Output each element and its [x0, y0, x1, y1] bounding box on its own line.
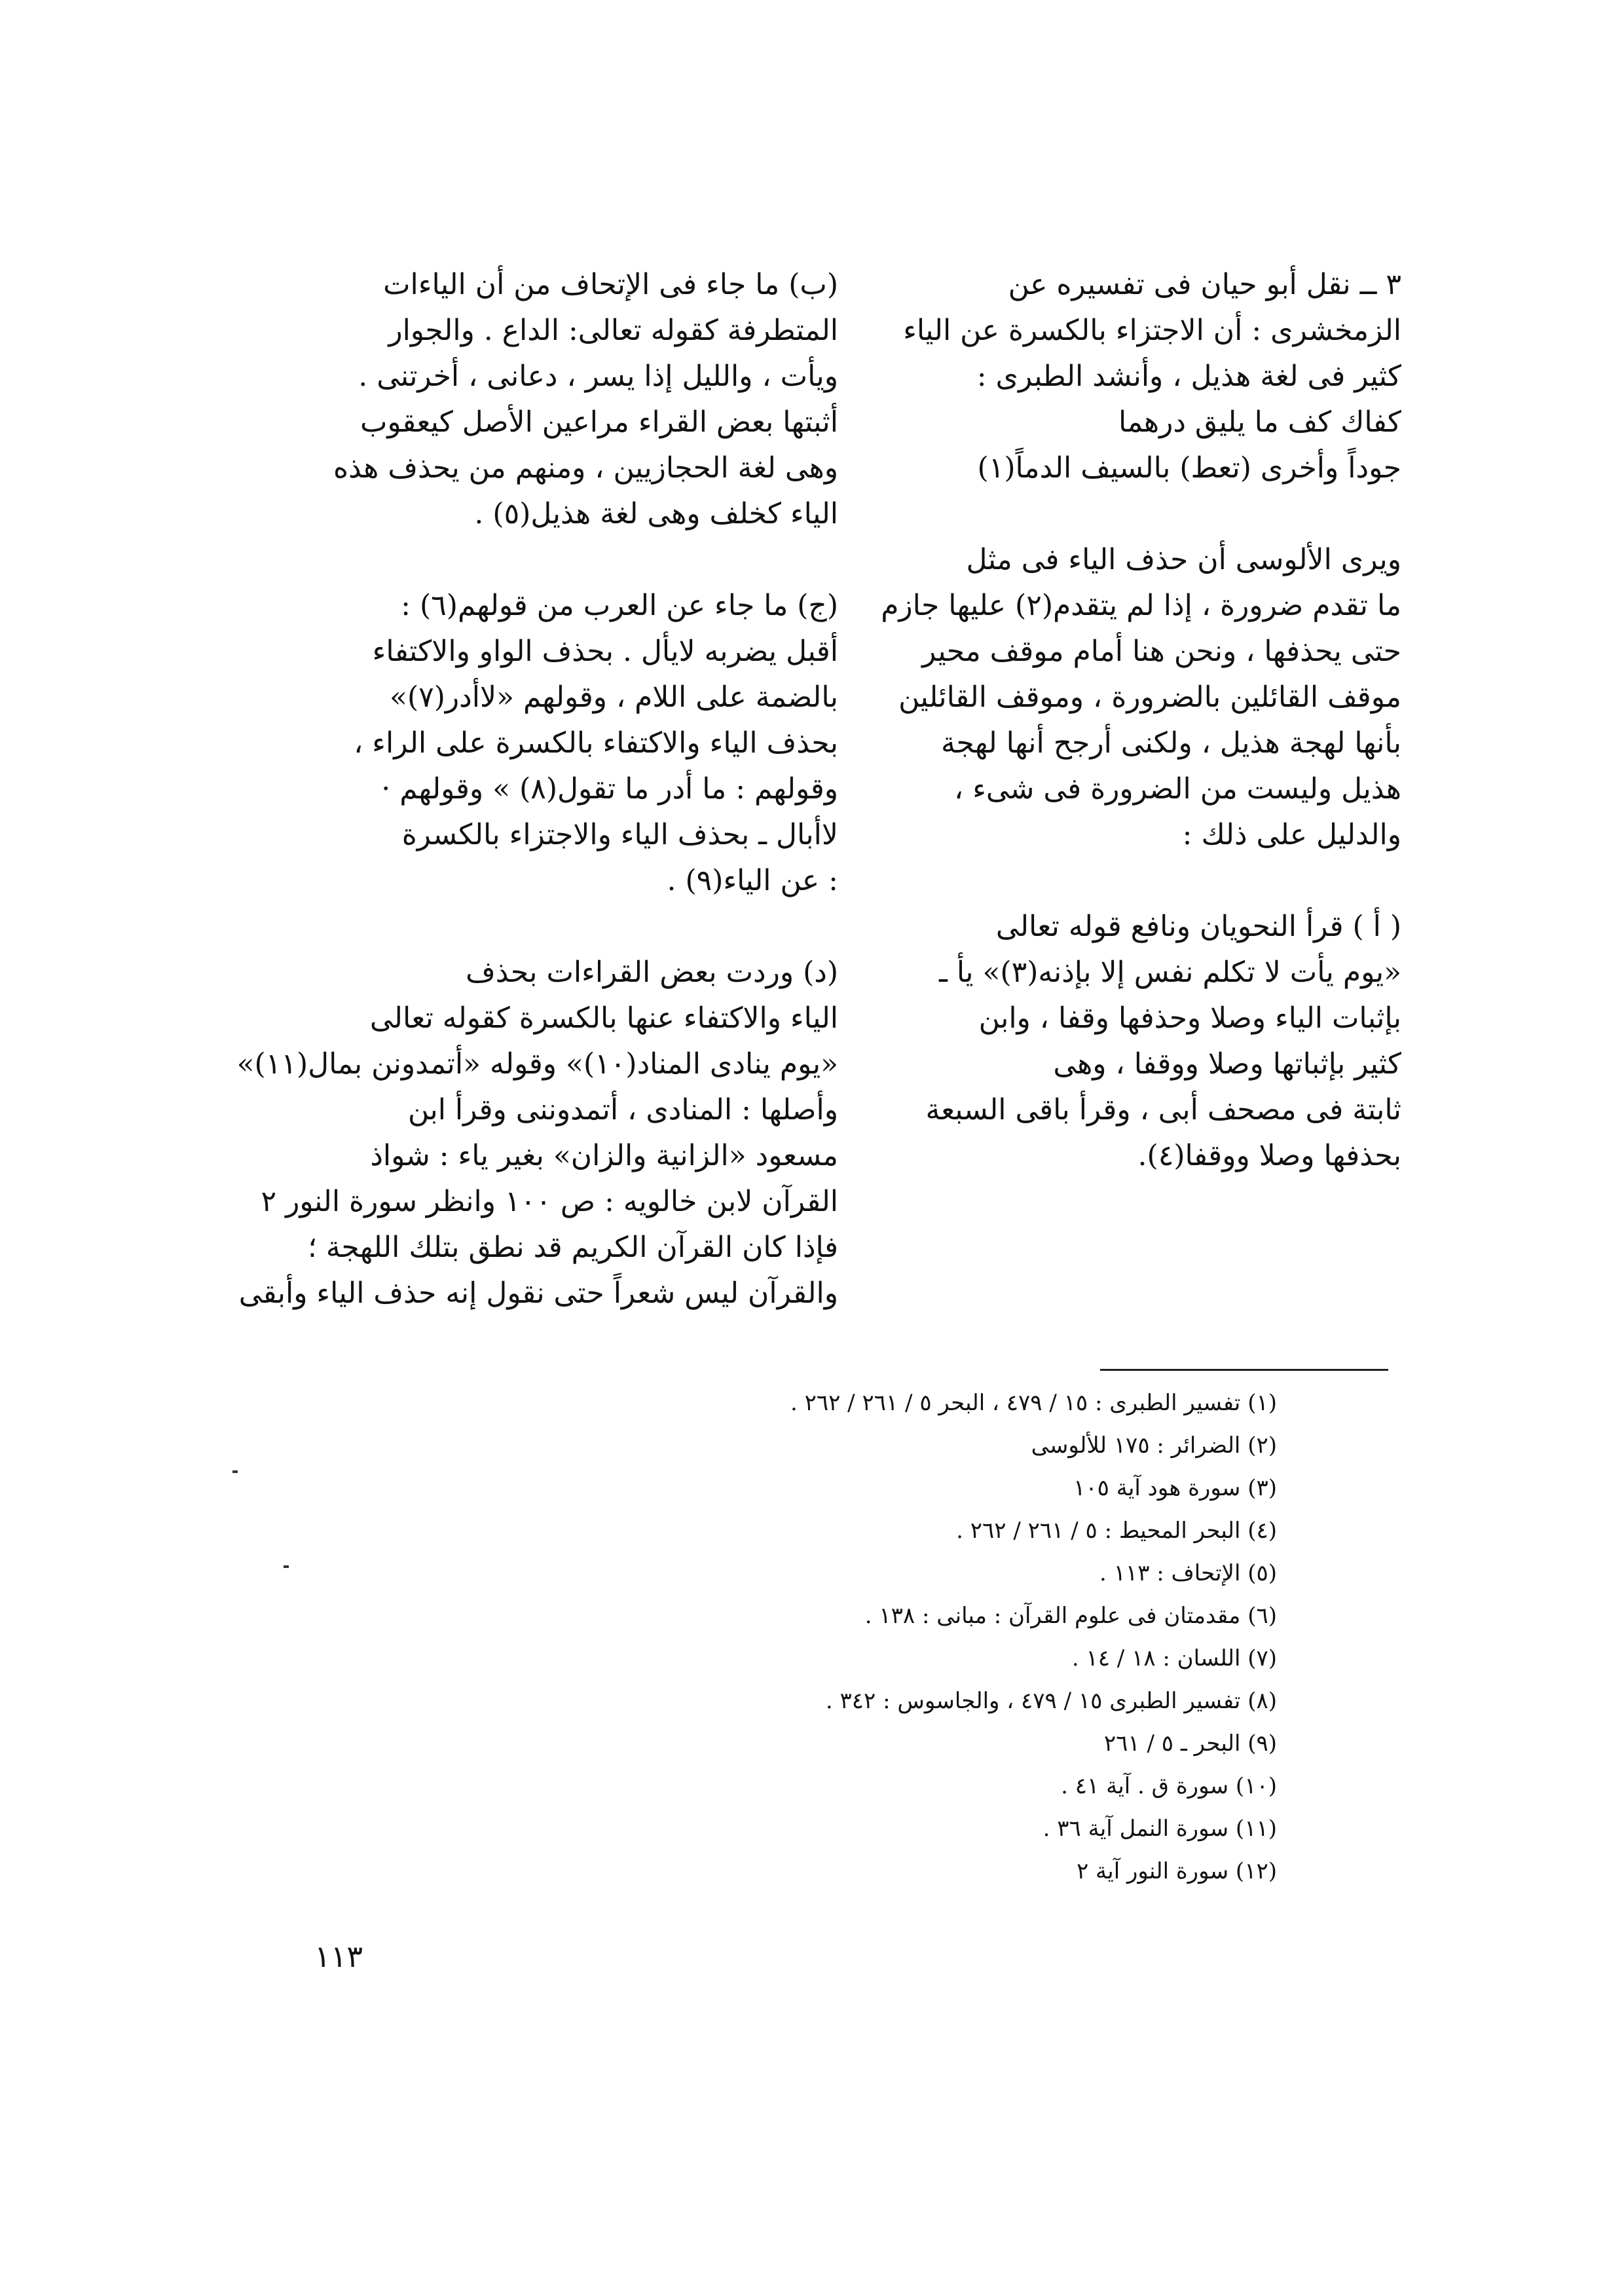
text-line: ٣ ــ نقل أبو حيان فى تفسيره عن	[1008, 268, 1401, 301]
text-line: الياء والاكتفاء عنها بالكسرة كقوله تعالى	[369, 1001, 838, 1035]
text-line: أثبتها بعض القراء مراعين الأصل كيعقوب	[360, 405, 838, 439]
text-line: هذيل وليست من الضرورة فى شىء ،	[954, 772, 1401, 806]
right-column	[858, 262, 1401, 1225]
scan-speck	[232, 1470, 238, 1473]
footnote: (٦) مقدمتان فى علوم القرآن : مبانى : ١٣٨ .	[864, 1603, 1277, 1629]
text-line: مسعود «الزانية والزان» بغير ياء : شواذ	[370, 1139, 838, 1172]
paragraph-alif	[858, 904, 1401, 1179]
text-line: وأصلها : المنادى ، أتمدوننى وقرأ ابن	[407, 1093, 838, 1127]
text-line: : عن الياء(٩) .	[667, 864, 838, 897]
footnote: (٥) الإتحاف : ١١٣ .	[1099, 1560, 1277, 1586]
paragraph-jim	[321, 583, 838, 904]
text-line: بالضمة على اللام ، وقولهم «لاأدر(٧)»	[390, 681, 838, 714]
text-line: ويرى الألوسى أن حذف الياء فى مثل	[966, 543, 1401, 576]
paragraph-dal	[236, 950, 838, 1316]
text-line: ثابتة فى مصحف أبى ، وقرأ باقى السبعة	[925, 1093, 1401, 1127]
text-line: (ب) ما جاء فى الإتحاف من أن الياءات	[383, 268, 838, 301]
text-line: وهى لغة الحجازيين ، ومنهم من يحذف هذه	[333, 451, 838, 485]
footnote: (٨) تفسير الطبرى ١٥ / ٤٧٩ ، والجاسوس : ٣٤٢ .	[825, 1688, 1277, 1714]
text-line: وقولهم : ما أدر ما تقول(٨) » وقولهم ·	[381, 772, 838, 806]
text-line: فإذا كان القرآن الكريم قد نطق بتلك اللهجة ؛	[307, 1231, 838, 1264]
text-line: بحذف الياء والاكتفاء بالكسرة على الراء ،	[354, 726, 838, 760]
text-line: بحذفها وصلا ووقفا(٤).	[1137, 1139, 1401, 1172]
paragraph-alusi	[858, 537, 1401, 858]
text-line: «يوم يأت لا تكلم نفس إلا بإذنه(٣)» يأ ـ	[938, 956, 1401, 989]
text-line: حتى يحذفها ، ونحن هنا أمام موقف محير	[922, 635, 1401, 668]
text-line: بأنها لهجة هذيل ، ولكنى أرجح أنها لهجة	[940, 726, 1401, 760]
text-line: أقبل يضربه لايأل . بحذف الواو والاكتفاء	[372, 635, 838, 668]
verse-line: جوداً وأخرى (تعط) بالسيف الدماً(١)	[977, 451, 1401, 485]
footnote: (١٢) سورة النور آية ٢	[1076, 1858, 1277, 1884]
paragraph-ba	[321, 262, 838, 537]
footnote: (١١) سورة النمل آية ٣٦ .	[1043, 1816, 1277, 1842]
text-line: كثير فى لغة هذيل ، وأنشد الطبرى :	[976, 360, 1401, 393]
text-line: (ج) ما جاء عن العرب من قولهم(٦) :	[401, 589, 838, 622]
text-line: والقرآن ليس شعراً حتى نقول إنه حذف الياء وأبقى	[238, 1277, 838, 1310]
text-line: ويأت ، والليل إذا يسر ، دعانى ، أخرتنى .	[358, 360, 838, 393]
footnote-separator	[1100, 1369, 1388, 1371]
footnote: (٢) الضرائر : ١٧٥ للألوسى	[1031, 1432, 1277, 1459]
text-line: القرآن لابن خالويه : ص ١٠٠ وانظر سورة النور ٢	[261, 1185, 838, 1218]
scan-speck	[284, 1565, 289, 1568]
text-line: بإثبات الياء وصلا وحذفها وقفا ، وابن	[978, 1001, 1401, 1035]
footnote: (١) تفسير الطبرى : ١٥ / ٤٧٩ ، البحر ٥ / ٢٦١ / ٢٦٢ .	[790, 1390, 1277, 1416]
text-line: ( أ ) قرأ النحويان ونافع قوله تعالى	[995, 910, 1401, 943]
text-line: ما تقدم ضرورة ، إذا لم يتقدم(٢) عليها جازم	[881, 589, 1401, 622]
text-line: المتطرفة كقوله تعالى: الداع . والجوار	[388, 314, 838, 347]
footnote: (٧) اللسان : ١٨ / ١٤ .	[1071, 1645, 1277, 1671]
text-line: موقف القائلين بالضرورة ، وموقف القائلين	[898, 681, 1401, 714]
footnote: (١٠) سورة ق . آية ٤١ .	[1061, 1773, 1277, 1799]
text-line: والدليل على ذلك :	[1182, 818, 1401, 851]
footnote: (٩) البحر ـ ٥ / ٢٦١	[1103, 1730, 1277, 1757]
page-number: ١١٣	[314, 1939, 363, 1974]
footnote: (٣) سورة هود آية ١٠٥	[1073, 1475, 1277, 1501]
verse-line: كفاك كف ما يليق درهما	[1118, 405, 1401, 439]
text-line: الياء كخلف وهى لغة هذيل(٥) .	[474, 497, 838, 531]
text-line: الزمخشرى : أن الاجتزاء بالكسرة عن الياء	[903, 314, 1401, 347]
footnotes	[688, 1382, 1277, 1893]
text-line: لاأبال ـ بحذف الياء والاجتزاء بالكسرة	[401, 818, 838, 851]
text-line: (د) وردت بعض القراءات بحذف	[466, 956, 838, 989]
left-column	[236, 262, 838, 1362]
footnote: (٤) البحر المحيط : ٥ / ٢٦١ / ٢٦٢ .	[956, 1518, 1277, 1544]
paragraph-tafsir-abu-hayyan	[858, 262, 1401, 491]
text-line: «يوم ينادى المناد(١٠)» وقوله «أتمدونن بمال(١١)»	[236, 1047, 838, 1081]
text-line: كثير بإثباتها وصلا ووقفا ، وهى	[1053, 1047, 1401, 1081]
